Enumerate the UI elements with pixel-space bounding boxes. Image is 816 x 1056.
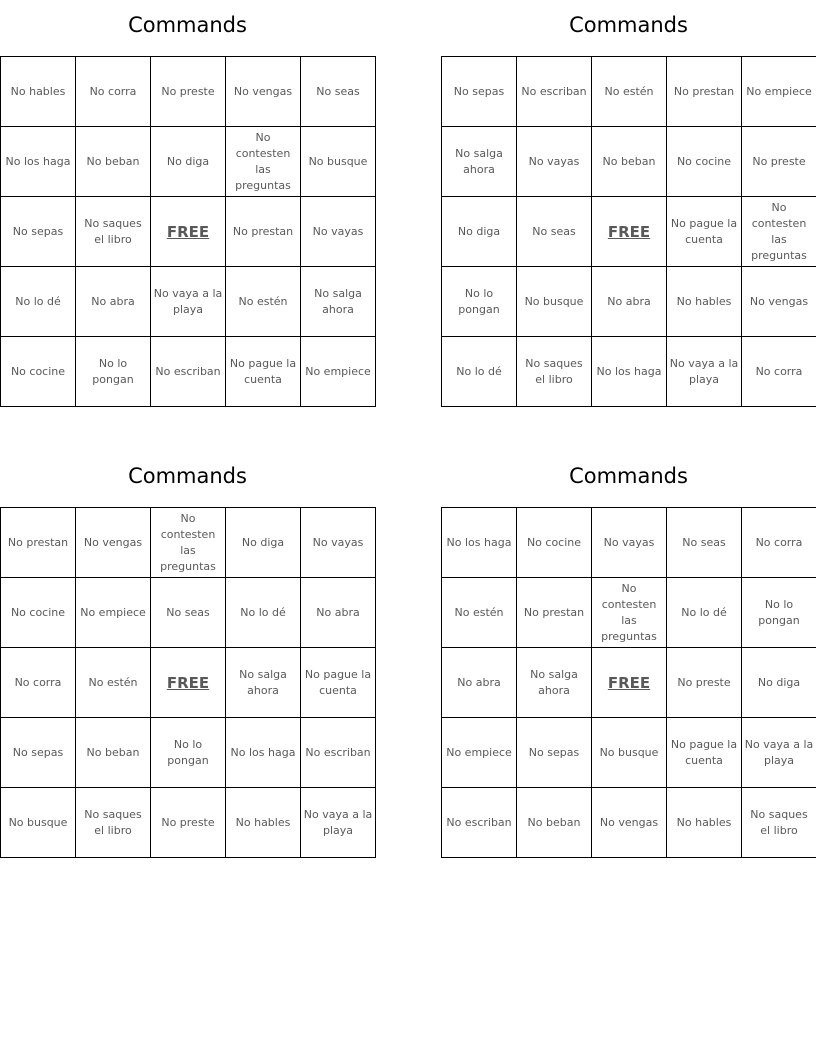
bingo-row [442,267,816,337]
bingo-cell: No cocine [667,127,742,197]
bingo-cell: No salga ahora [226,648,301,718]
bingo-row [1,648,376,718]
bingo-cell: No busque [1,788,76,858]
bingo-cell: No preste [151,788,226,858]
bingo-cell: No preste [742,127,816,197]
bingo-cell: No empiece [76,578,151,648]
bingo-row [442,337,816,407]
bingo-cell: No sepas [1,718,76,788]
bingo-cell: No hables [226,788,301,858]
bingo-cell: No prestan [1,508,76,578]
bingo-row [442,718,816,788]
bingo-row [1,337,376,407]
bingo-row [1,197,376,267]
bingo-cell: No seas [667,508,742,578]
bingo-cell: No hables [1,57,76,127]
bingo-cell: No vayas [517,127,592,197]
bingo-cell: No contesten las preguntas [226,127,301,197]
bingo-cell: No diga [226,508,301,578]
bingo-cell: No pague la cuenta [226,337,301,407]
bingo-cell: No corra [742,337,816,407]
bingo-cell: No cocine [1,337,76,407]
bingo-cell: No salga ahora [442,127,517,197]
bingo-cell: No sepas [517,718,592,788]
bingo-cell: No lo pongan [76,337,151,407]
bingo-cell: No vaya a la playa [667,337,742,407]
bingo-cell: No estén [442,578,517,648]
bingo-cell: No vengas [76,508,151,578]
bingo-cell: No busque [301,127,376,197]
bingo-cell: No vengas [742,267,816,337]
bingo-cell: No cocine [1,578,76,648]
bingo-cell: No lo dé [667,578,742,648]
bingo-cell: No sepas [442,57,517,127]
bingo-cell: No pague la cuenta [667,718,742,788]
bingo-row [1,57,376,127]
bingo-row [1,578,376,648]
bingo-cell: No empiece [742,57,816,127]
bingo-cell: No los haga [226,718,301,788]
bingo-cell: No vayas [301,197,376,267]
bingo-cell: No abra [301,578,376,648]
bingo-row [1,788,376,858]
bingo-cell: No abra [442,648,517,718]
bingo-cell: No los haga [592,337,667,407]
bingo-cell: No empiece [301,337,376,407]
bingo-cell: No salga ahora [517,648,592,718]
bingo-cell: No los haga [1,127,76,197]
bingo-cell: No diga [151,127,226,197]
bingo-cell: No vengas [592,788,667,858]
bingo-cell: No lo dé [226,578,301,648]
bingo-cell: No escriban [517,57,592,127]
free-space: FREE [151,648,226,718]
free-space: FREE [592,197,667,267]
bingo-cell: No vaya a la playa [742,718,816,788]
free-space: FREE [592,648,667,718]
bingo-cell: No saques el libro [76,788,151,858]
bingo-cell: No lo dé [442,337,517,407]
bingo-row [442,578,816,648]
bingo-cell: No preste [151,57,226,127]
bingo-cell: No vayas [592,508,667,578]
bingo-cell: No vaya a la playa [301,788,376,858]
bingo-cell: No corra [1,648,76,718]
bingo-cell: No contesten las preguntas [151,508,226,578]
bingo-cell: No sepas [1,197,76,267]
bingo-grid [441,507,816,858]
bingo-cell: No abra [76,267,151,337]
bingo-cell: No los haga [442,508,517,578]
bingo-cell: No diga [742,648,816,718]
bingo-cell: No seas [517,197,592,267]
bingo-cell: No saques el libro [76,197,151,267]
bingo-cell: No seas [301,57,376,127]
bingo-cell: No estén [592,57,667,127]
bingo-cell: No busque [592,718,667,788]
bingo-cell: No prestan [667,57,742,127]
bingo-row [442,788,816,858]
bingo-cell: No salga ahora [301,267,376,337]
bingo-cell: No pague la cuenta [301,648,376,718]
bingo-cell: No diga [442,197,517,267]
bingo-row [1,267,376,337]
bingo-cell: No vaya a la playa [151,267,226,337]
bingo-cell: No beban [517,788,592,858]
bingo-cell: No lo pongan [742,578,816,648]
bingo-cell: No escriban [442,788,517,858]
bingo-grid [0,507,376,858]
bingo-cell: No vayas [301,508,376,578]
bingo-cell: No estén [76,648,151,718]
bingo-cell: No vengas [226,57,301,127]
bingo-cell: No beban [592,127,667,197]
bingo-cell: No lo pongan [442,267,517,337]
bingo-cell: No lo pongan [151,718,226,788]
bingo-cell: No corra [76,57,151,127]
bingo-cell: No contesten las preguntas [592,578,667,648]
bingo-cell: No saques el libro [517,337,592,407]
bingo-cell: No seas [151,578,226,648]
bingo-cell: No corra [742,508,816,578]
bingo-cell: No hables [667,788,742,858]
bingo-cell: No beban [76,127,151,197]
bingo-row [442,197,816,267]
bingo-row [1,718,376,788]
bingo-grid [0,56,376,407]
bingo-cell: No busque [517,267,592,337]
bingo-cell: No lo dé [1,267,76,337]
bingo-cell: No prestan [226,197,301,267]
card-title: Commands [569,13,688,37]
free-space: FREE [151,197,226,267]
bingo-cell: No abra [592,267,667,337]
bingo-cell: No escriban [151,337,226,407]
bingo-cell: No escriban [301,718,376,788]
bingo-row [1,127,376,197]
card-title: Commands [128,464,247,488]
bingo-cell: No saques el libro [742,788,816,858]
bingo-row [442,57,816,127]
bingo-cell: No prestan [517,578,592,648]
bingo-cell: No pague la cuenta [667,197,742,267]
bingo-cell: No cocine [517,508,592,578]
bingo-row [442,648,816,718]
bingo-cell: No preste [667,648,742,718]
bingo-cell: No empiece [442,718,517,788]
bingo-cell: No estén [226,267,301,337]
card-title: Commands [569,464,688,488]
bingo-row [442,508,816,578]
bingo-cell: No contesten las preguntas [742,197,816,267]
bingo-row [1,508,376,578]
bingo-cell: No hables [667,267,742,337]
bingo-grid [441,56,816,407]
bingo-row [442,127,816,197]
card-title: Commands [128,13,247,37]
bingo-cell: No beban [76,718,151,788]
